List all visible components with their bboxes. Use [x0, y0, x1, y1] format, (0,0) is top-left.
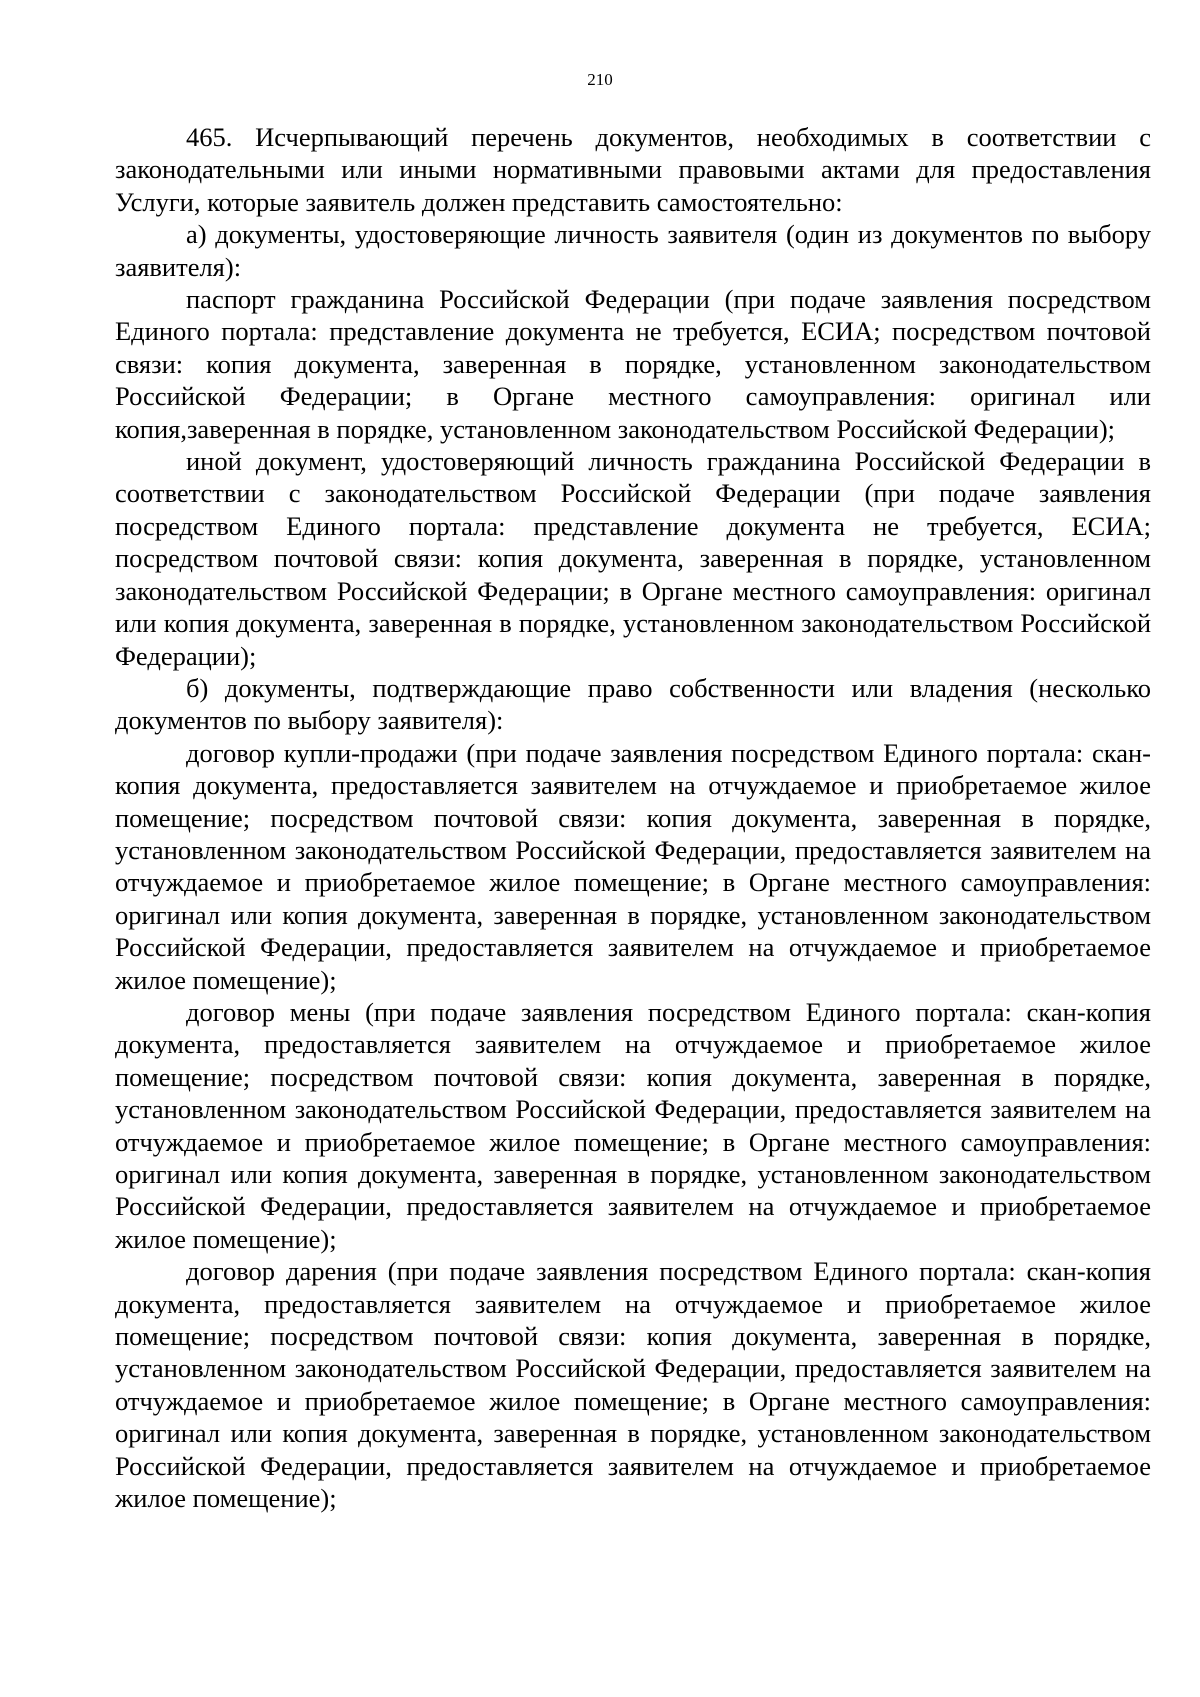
page-number: 210 [587, 70, 613, 89]
paragraph-sale-contract: договор купли-продажи (при подаче заявления посредством Единого портала: скан-копия документа, предоставляется заявителем на отчуждаемое и приобретаемое жилое помещение; посредством почтовой связи: копия документа, заверенная в порядке, установленном законодательством Российской Федерации, предоставляется заявителем на отчуждаемое и приобретаемое жилое помещение; в Органе местного самоуправления: оригинал или копия документа, заверенная в порядке, установленном законодательством Российской Федерации, предоставляется заявителем на отчуждаемое и приобретаемое жилое помещение); [115, 737, 1151, 995]
paragraph-other-identity-document: иной документ, удостоверяющий личность гражданина Российской Федерации в соответствии с законодательством Российской Федерации (при подаче заявления посредством Единого портала: представление документа не требуется, ЕСИА; посредством почтовой связи: копия документа, заверенная в порядке, установленном законодательством Российской Федерации; в Органе местного самоуправления: оригинал или копия документа, заверенная в порядке, установленном законодательством Российской Федерации); [115, 446, 1151, 671]
paragraph-identity-documents: а) документы, удостоверяющие личность заявителя (один из документов по выбору заявителя): [115, 219, 1151, 282]
paragraph-465-intro: 465. Исчерпывающий перечень документов, необходимых в соответствии с законодательными или иными нормативными правовыми актами для предоставления Услуги, которые заявитель должен представить самостоятельно: [115, 122, 1151, 217]
paragraph-gift-contract: договор дарения (при подаче заявления посредством Единого портала: скан-копия документа, предоставляется заявителем на отчуждаемое и приобретаемое жилое помещение; посредством почтовой связи: копия документа, заверенная в порядке, установленном законодательством Российской Федерации, предоставляется заявителем на отчуждаемое и приобретаемое жилое помещение; в Органе местного самоуправления: оригинал или копия документа, заверенная в порядке, установленном законодательством Российской Федерации, предоставляется заявителем на отчуждаемое и приобретаемое жилое помещение); [115, 1256, 1151, 1514]
paragraph-ownership-documents: б) документы, подтверждающие право собственности или владения (несколько документов по выбору заявителя): [115, 672, 1151, 736]
document-body [115, 121, 1151, 1514]
paragraph-exchange-contract: договор мены (при подаче заявления посредством Единого портала: скан-копия документа, предоставляется заявителем на отчуждаемое и приобретаемое жилое помещение; посредством почтовой связи: копия документа, заверенная в порядке, установленном законодательством Российской Федерации, предоставляется заявителем на отчуждаемое и приобретаемое жилое помещение; в Органе местного самоуправления: оригинал или копия документа, заверенная в порядке, установленном законодательством Российской Федерации, предоставляется заявителем на отчуждаемое и приобретаемое жилое помещение); [115, 996, 1151, 1254]
paragraph-passport: паспорт гражданина Российской Федерации (при подаче заявления посредством Единого портала: представление документа не требуется, ЕСИА; посредством почтовой связи: копия документа, заверенная в порядке, установленном законодательством Российской Федерации; в Органе местного самоуправления: оригинал или копия,заверенная в порядке, установленном законодательством Российской Федерации); [115, 284, 1151, 444]
